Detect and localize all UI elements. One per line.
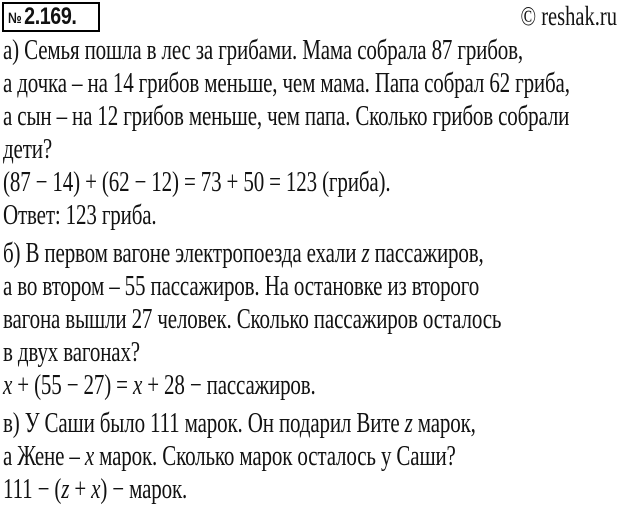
variable: x (132, 370, 143, 401)
text-segment: а дочка – на 14 грибов меньше, чем мама. Папа собрал 62 гриба, (3, 68, 570, 99)
variable: x (3, 370, 13, 401)
text-line (3, 133, 464, 166)
text-segment: а Жене – (3, 441, 85, 472)
text-segment: Ответ: 123 гриба. (3, 200, 157, 231)
text-segment: дети? (3, 134, 52, 165)
numero-sign: № (8, 10, 22, 27)
variable: z (404, 408, 413, 439)
text-line (3, 407, 476, 440)
variable: x (91, 474, 101, 505)
text-segment: марок. Сколько марок осталось у Саши? (94, 441, 456, 472)
text-segment: 111 − ( (3, 474, 62, 505)
text-line (3, 336, 464, 369)
text-segment: а сын – на 12 грибов меньше, чем папа. Сколько грибов собрали (3, 101, 570, 132)
solution-text (3, 34, 617, 506)
text-segment: (87 − 14) + (62 − 12) = 73 + 50 = 123 (гриба). (3, 167, 391, 198)
task-number-box (2, 2, 100, 32)
equation-line (3, 369, 464, 402)
text-line (3, 303, 502, 336)
text-segment: в) У Саши было 111 марок. Он подарил Вите (3, 408, 405, 439)
task-number-text (8, 3, 76, 31)
equation-line (3, 166, 464, 199)
answer-line (3, 199, 464, 232)
text-segment: пассажиров, (369, 238, 484, 269)
text-line (3, 237, 484, 270)
equation-line (3, 473, 464, 506)
text-segment: б) В первом вагоне электропоезда ехали (3, 238, 362, 269)
text-segment: а во втором – 55 пассажиров. На остановке из второго (3, 271, 480, 302)
text-line (3, 270, 480, 303)
task-number: 2.169. (24, 3, 77, 30)
text-segment: в двух вагонах? (3, 337, 140, 368)
text-segment: + (69, 474, 92, 505)
text-segment: ) − марок. (100, 474, 188, 505)
text-segment: а) Семья пошла в лес за грибами. Мама собрала 87 грибов, (3, 35, 524, 66)
text-line (3, 100, 570, 133)
watermark-reshak: © reshak.ru (520, 1, 617, 31)
variable: z (61, 474, 70, 505)
text-segment: + (55 − 27) = (12, 370, 133, 401)
variable: x (84, 441, 95, 472)
text-segment: + 28 − пассажиров. (142, 370, 316, 401)
text-segment: вагона вышли 27 человек. Сколько пассажиров осталось (3, 304, 502, 335)
variable: z (361, 238, 370, 269)
text-line (3, 34, 524, 67)
text-line (3, 67, 570, 100)
text-segment: марок, (412, 408, 476, 439)
text-line (3, 440, 464, 473)
